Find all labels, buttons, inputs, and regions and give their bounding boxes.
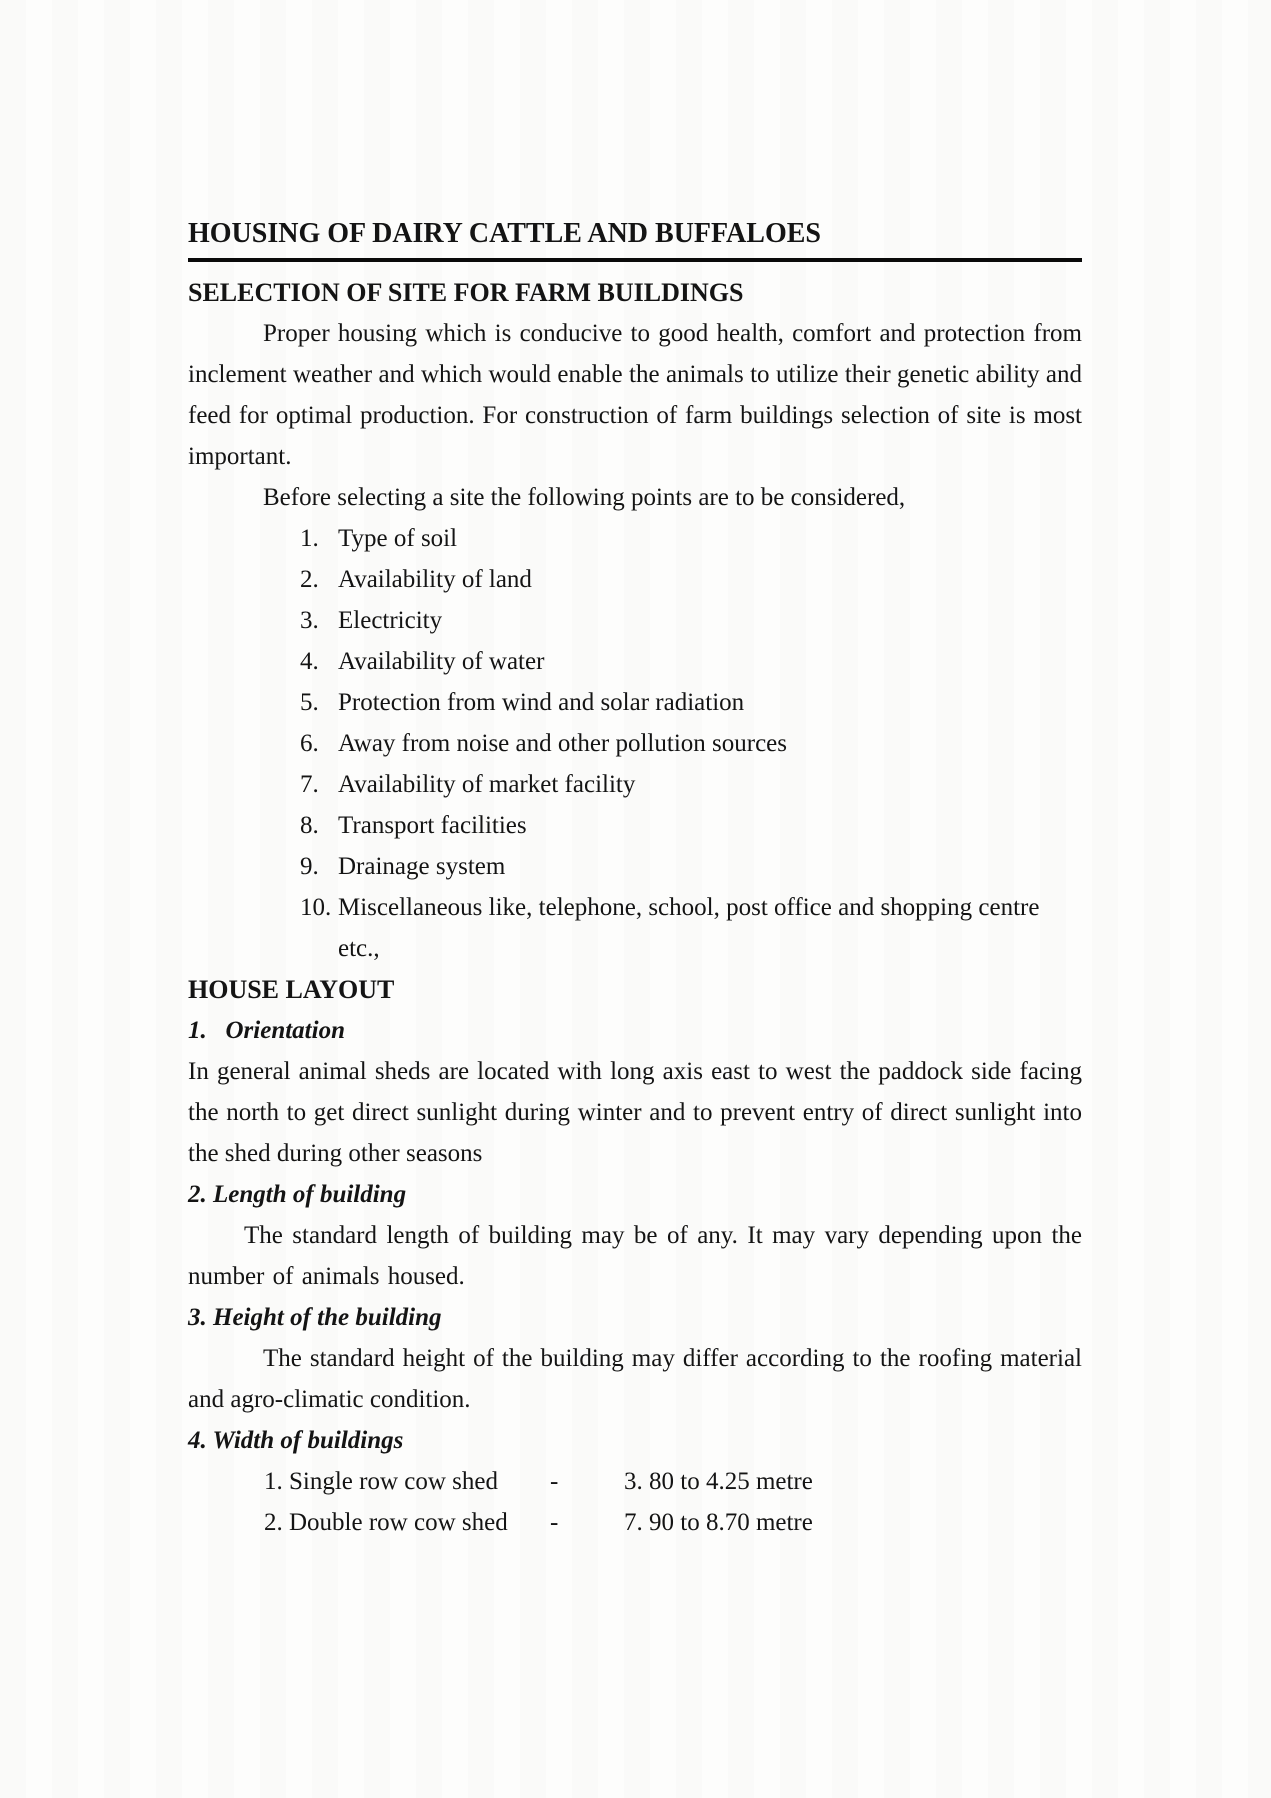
width-item-label: 1. Single row cow shed bbox=[264, 1468, 498, 1495]
list-text: Protection from wind and solar radiation bbox=[338, 689, 745, 716]
list-number: 7. bbox=[300, 771, 319, 798]
width-dash: - bbox=[550, 1468, 559, 1495]
list-item bbox=[188, 723, 1082, 764]
width-table bbox=[188, 1461, 1082, 1543]
list-item bbox=[188, 518, 1082, 559]
list-item bbox=[188, 805, 1082, 846]
width-value: 3. 80 to 4.25 metre bbox=[624, 1468, 813, 1495]
list-number: 5. bbox=[300, 689, 319, 716]
list-text: Transport facilities bbox=[338, 812, 527, 839]
paragraph-height: The standard height of the building may differ according to the roofing material and agro-climatic condition. bbox=[188, 1345, 1082, 1413]
list-text: Away from noise and other pollution sources bbox=[338, 730, 787, 757]
section-heading-site-selection: SELECTION OF SITE FOR FARM BUILDINGS bbox=[188, 278, 744, 307]
subheading-orientation: 1. Orientation bbox=[188, 1017, 345, 1044]
list-number: 10. bbox=[300, 894, 332, 921]
subheading-height: 3. Height of the building bbox=[188, 1304, 442, 1331]
paragraph-intro: Proper housing which is conducive to good health, comfort and protection from inclement weather and which would enable the animals to utilize their genetic ability and feed for optimal production. For construction of farm buildings selection of site is most important. bbox=[188, 320, 1082, 470]
list-item bbox=[188, 846, 1082, 887]
width-row bbox=[188, 1502, 1082, 1543]
width-value: 7. 90 to 8.70 metre bbox=[624, 1509, 813, 1536]
site-point-list bbox=[188, 518, 1082, 969]
document-content bbox=[188, 216, 1082, 1543]
list-text: Type of soil bbox=[338, 525, 458, 552]
list-number: 4. bbox=[300, 648, 319, 675]
list-number: 2. bbox=[300, 566, 319, 593]
width-row bbox=[188, 1461, 1082, 1502]
list-number: 6. bbox=[300, 730, 319, 757]
list-number: 8. bbox=[300, 812, 319, 839]
list-item bbox=[188, 682, 1082, 723]
list-text: Availability of land bbox=[338, 566, 532, 593]
list-text: Electricity bbox=[338, 607, 443, 634]
list-text: Availability of market facility bbox=[338, 771, 636, 798]
list-item bbox=[188, 887, 1082, 969]
list-text: Availability of water bbox=[338, 648, 545, 675]
subheading-length: 2. Length of building bbox=[188, 1181, 407, 1208]
paragraph-length: The standard length of building may be of any. It may vary depending upon the number of animals housed. bbox=[188, 1222, 1082, 1290]
section-heading-house-layout: HOUSE LAYOUT bbox=[188, 975, 395, 1004]
list-text: Drainage system bbox=[338, 853, 506, 880]
subheading-width: 4. Width of buildings bbox=[188, 1427, 404, 1454]
list-item bbox=[188, 641, 1082, 682]
list-text: Miscellaneous like, telephone, school, post office and shopping centre etc., bbox=[338, 894, 1040, 962]
list-number: 1. bbox=[300, 525, 319, 552]
list-item bbox=[188, 764, 1082, 805]
paragraph-orientation: In general animal sheds are located with long axis east to west the paddock side facing the north to get direct sunlight during winter and to prevent entry of direct sunlight into the shed during other seasons bbox=[188, 1058, 1082, 1167]
document-title: HOUSING OF DAIRY CATTLE AND BUFFALOES bbox=[188, 218, 821, 249]
title-rule bbox=[188, 258, 1082, 262]
list-item bbox=[188, 600, 1082, 641]
list-item bbox=[188, 559, 1082, 600]
paragraph-before-selecting: Before selecting a site the following points are to be considered, bbox=[263, 484, 906, 511]
width-dash: - bbox=[550, 1509, 559, 1536]
width-item-label: 2. Double row cow shed bbox=[264, 1509, 508, 1536]
list-number: 9. bbox=[300, 853, 319, 880]
list-number: 3. bbox=[300, 607, 319, 634]
